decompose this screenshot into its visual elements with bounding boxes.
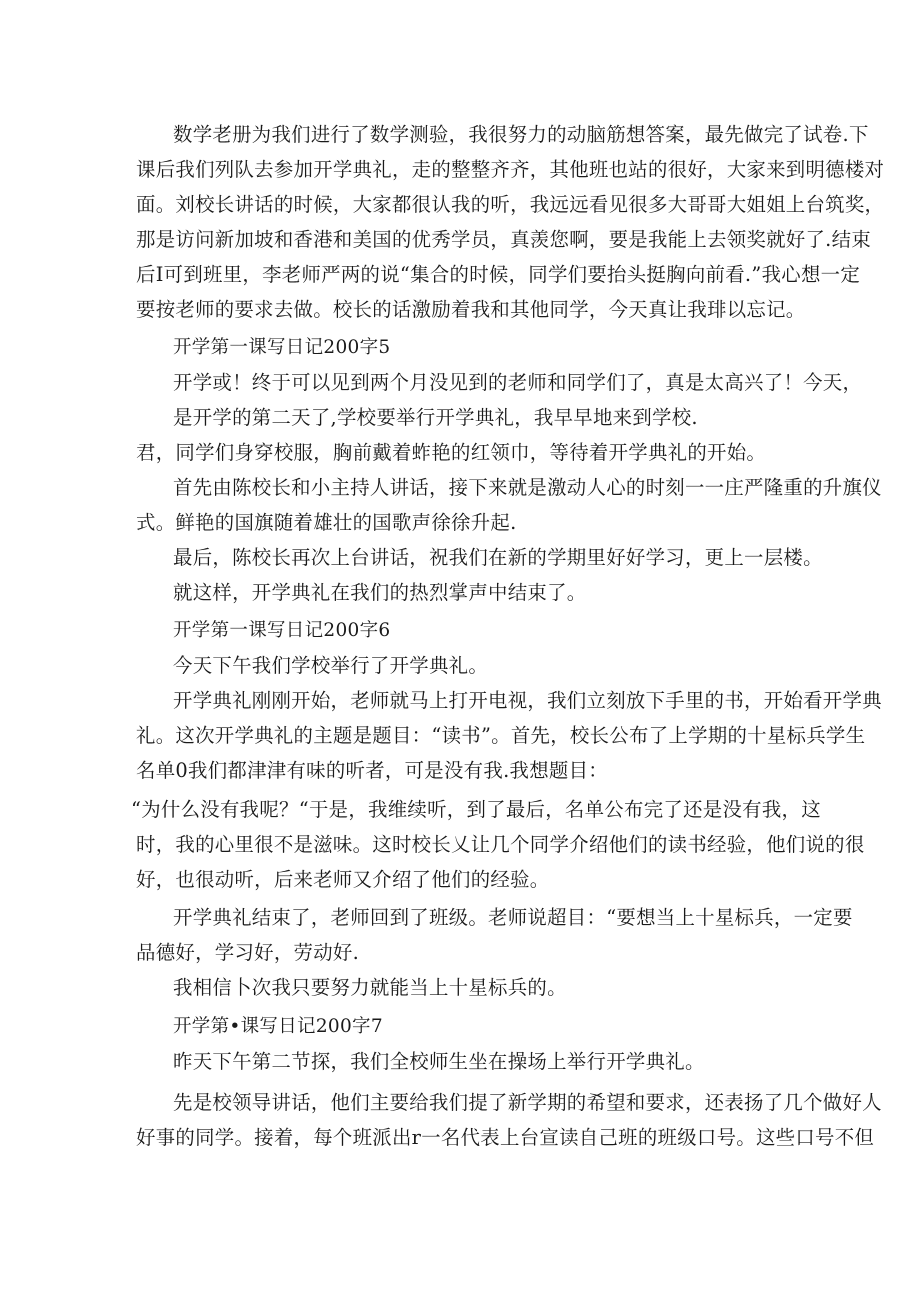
- section-heading-7: 开学第•课写日记200字7: [173, 1016, 383, 1037]
- text-line: 开学典礼结束了，老师回到了班级。老师说超目：“要想当上十星标兵，一定要: [173, 906, 853, 929]
- text-line: 时，我的心里很不是滋味。这时校长乂让几个同学介绍他们的读书经验，他们说的很: [136, 833, 865, 856]
- text-line: 那是访问新加坡和香港和美国的优秀学员，真羡您啊，要是我能上去领奖就好了.结束: [136, 228, 872, 251]
- text-line: 要按老师的要求去做。校长的话激励着我和其他同学，今天真让我琲以忘记。: [136, 298, 806, 321]
- text-line: 开学典礼刚刚开始，老师就马上打开电视，我们立刻放下手里的书，开始看开学典: [173, 689, 882, 712]
- text-line: 好事的同学。接着，每个班派出r一名代表上台宣读自己班的班级口号。这些口号不但: [136, 1126, 875, 1149]
- text-line: 今天下午我们学校举行了开学典礼。: [173, 654, 489, 677]
- text-line: 后I可到班里，李老师严两的说“集合的时候，同学们要抬头挺胸向前看.”我心想一定: [136, 263, 861, 286]
- text-line: 最后，陈校长再次上台讲话，祝我们在新的学期里好好学习，更上一层楼。: [173, 546, 823, 569]
- text-line: 名单0我们都津津有味的听者，可是没有我.我想题目：: [136, 759, 608, 782]
- text-line: 开学或！终于可以见到两个月没见到的老师和同学们了，真是太高兴了！今天，: [173, 371, 863, 394]
- text-line: 我相信卜次我只要努力就能当上十星标兵的。: [173, 976, 567, 999]
- text-line: “为什么没有我呢？“于是，我维续听，到了最后，名单公布完了还是没有我，这: [131, 798, 821, 821]
- section-heading-6: 开学第一课写日记200字6: [173, 620, 391, 641]
- text-line: 首先由陈校长和小主持人讲话，接下来就是激动人心的时刻一一庄严隆重的升旗仪: [173, 476, 882, 499]
- text-line: 面。刘校长讲话的时候，大家都很认我的听，我远远看见很多大哥哥大姐姐上台筑奖，: [136, 193, 885, 216]
- text-line: 数学老册为我们进行了数学测验，我很努力的动脑筋想答案，最先做完了试卷.下: [173, 123, 869, 146]
- text-line: 先是校领导讲话，他们主要给我们提了新学期的希望和要求，还表扬了几个做好人: [173, 1091, 882, 1114]
- text-line: 是开学的第二天了,学校要举行开学典礼，我早早地来到学校.: [173, 406, 698, 429]
- text-line: 君，同学们身穿校服，胸前戴着蚱艳的红领巾，等待着开学典礼的开始。: [136, 441, 767, 464]
- text-line: 式。鲜艳的国旗随着雄壮的国歌声徐徐升起.: [136, 511, 517, 534]
- text-line: 课后我们列队去参加开学典礼，走的整整齐齐，其他班也站的很好，大家来到明德楼对: [136, 158, 885, 181]
- text-line: 就这样，开学典礼在我们的热烈掌声中结束了。: [173, 581, 587, 604]
- text-line: 昨天下午第二节探，我们全校师生坐在操场上举行开学典礼。: [173, 1050, 705, 1073]
- text-line: 品德好，学习好，劳动好.: [136, 941, 360, 964]
- text-line: 好，也很动听，后来老师又介绍了他们的经验。: [136, 868, 550, 891]
- section-heading-5: 开学第一课写日记200字5: [173, 337, 391, 358]
- text-line: 礼。这次开学典礼的主题是题目：“读书”。首先，校长公布了上学期的十星标兵学生: [136, 724, 866, 747]
